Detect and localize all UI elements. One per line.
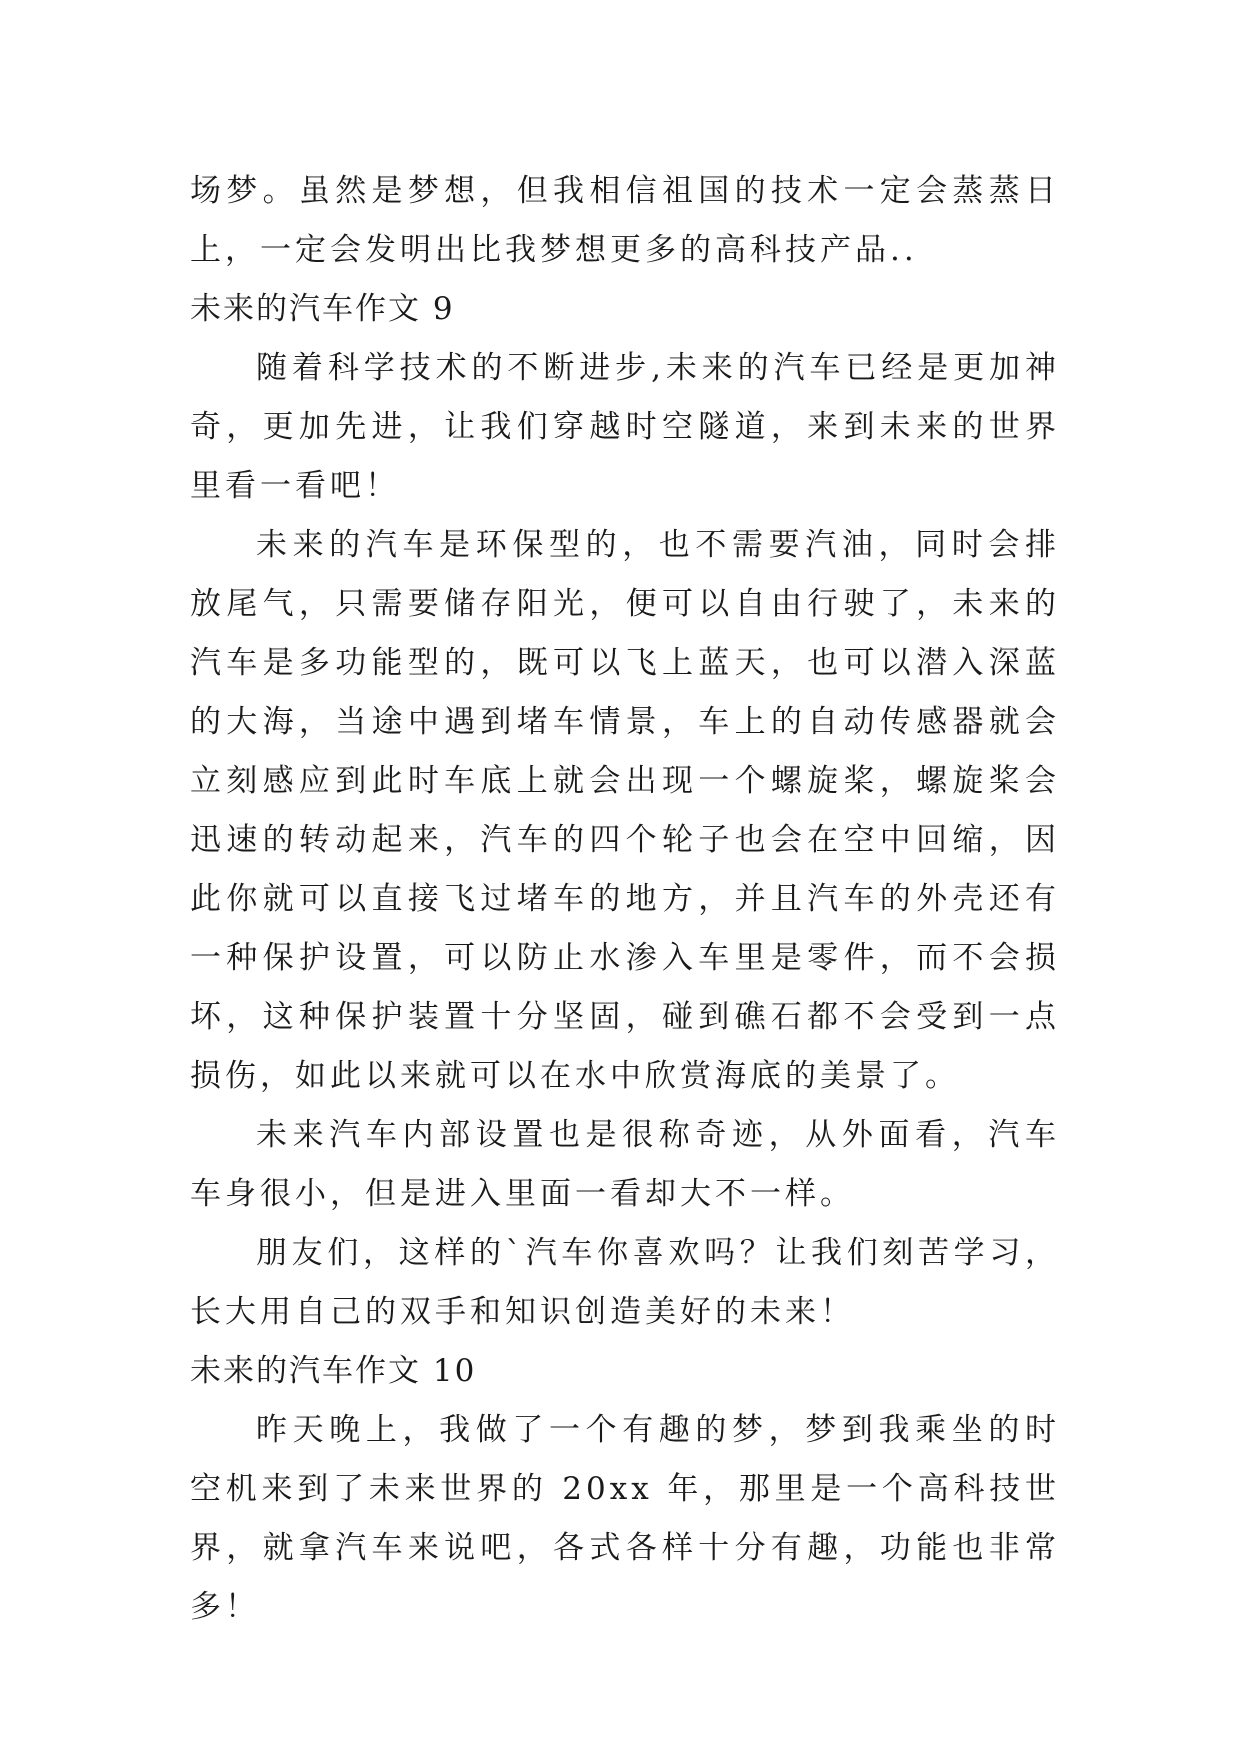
section-heading-10: 未来的汽车作文 10 <box>190 1353 477 1389</box>
paragraph-features: 未来的汽车是环保型的，也不需要汽油，同时会排放尾气，只需要储存阳光，便可以自由行驶了，未来的汽车是多功能型的，既可以飞上蓝天，也可以潜入深蓝的大海，当途中遇到堵车情景，车上的自动传感器就会立刻感应到此时车底上就会出现一个螺旋桨，螺旋桨会迅速的转动起来，汽车的四个轮子也会在空中回缩，因此你就可以直接飞过堵车的地方，并且汽车的外壳还有一种保护设置，可以防止水渗入车里是零件，而不会损坏，这种保护装置十分坚固，碰到礁石都不会受到一点损伤，如此以来就可以在水中欣赏海底的美景了。 <box>190 527 1060 1094</box>
paragraph-intro: 随着科学技术的不断进步,未来的汽车已经是更加神奇，更加先进，让我们穿越时空隧道，来到未来的世界里看一看吧！ <box>190 350 1060 504</box>
paragraph-continuation: 场梦。虽然是梦想，但我相信祖国的技术一定会蒸蒸日上，一定会发明出比我梦想更多的高科技产品.. <box>190 173 1060 268</box>
paragraph-interior: 未来汽车内部设置也是很称奇迹，从外面看，汽车车身很小，但是进入里面一看却大不一样。 <box>190 1117 1060 1212</box>
document-body <box>190 162 1060 1637</box>
paragraph-dream: 昨天晚上，我做了一个有趣的梦，梦到我乘坐的时空机来到了未来世界的 20xx 年，那里是一个高科技世界，就拿汽车来说吧，各式各样十分有趣，功能也非常多！ <box>190 1412 1060 1625</box>
paragraph-conclusion: 朋友们，这样的`汽车你喜欢吗？让我们刻苦学习，长大用自己的双手和知识创造美好的未来！ <box>190 1235 1060 1330</box>
section-heading-9: 未来的汽车作文 9 <box>190 291 455 327</box>
